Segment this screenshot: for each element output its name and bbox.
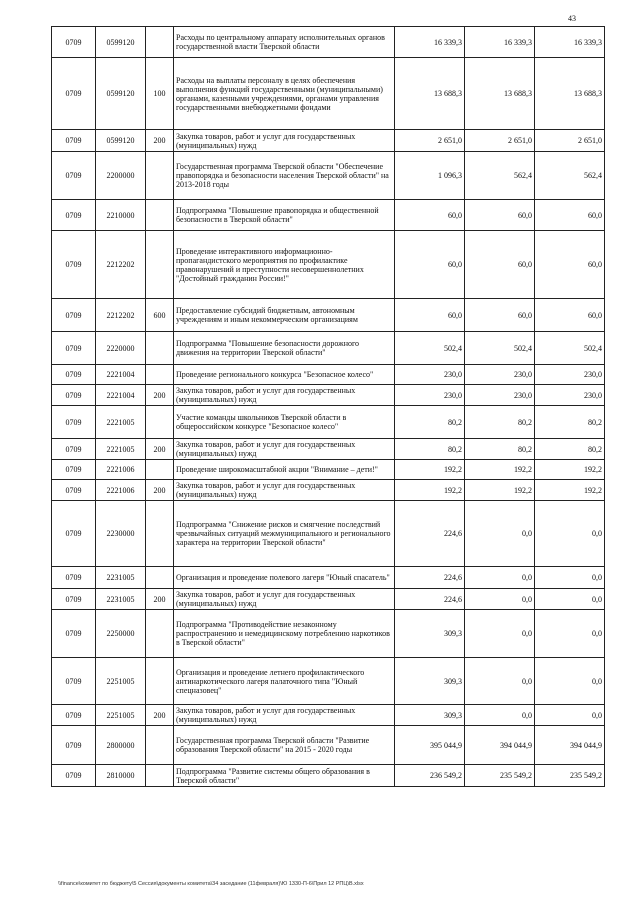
amount-cell-3: 0,0 <box>535 658 605 705</box>
section-cell: 0709 <box>52 658 96 705</box>
section-cell: 0709 <box>52 231 96 299</box>
amount-cell-3: 0,0 <box>535 589 605 610</box>
table-row <box>52 58 605 130</box>
section-cell: 0709 <box>52 200 96 231</box>
description-cell: Организация и проведение полевого лагеря "Юный спасатель" <box>174 567 395 589</box>
description-cell: Закупка товаров, работ и услуг для государственных (муниципальных) нужд <box>174 589 395 610</box>
expense-type-cell: 200 <box>146 130 174 152</box>
amount-cell-2: 0,0 <box>465 705 535 726</box>
amount-cell-3: 80,2 <box>535 439 605 460</box>
amount-cell-3: 60,0 <box>535 299 605 332</box>
table-row <box>52 365 605 385</box>
expense-type-cell <box>146 567 174 589</box>
amount-cell-1: 224,6 <box>395 501 465 567</box>
article-cell: 2231005 <box>96 589 146 610</box>
budget-table <box>51 26 605 787</box>
section-cell: 0709 <box>52 365 96 385</box>
description-cell: Подпрограмма "Развитие системы общего образования в Тверской области" <box>174 765 395 787</box>
table-row <box>52 567 605 589</box>
section-cell: 0709 <box>52 567 96 589</box>
amount-cell-2: 562,4 <box>465 152 535 200</box>
expense-type-cell <box>146 765 174 787</box>
amount-cell-2: 80,2 <box>465 439 535 460</box>
section-cell: 0709 <box>52 610 96 658</box>
table-row <box>52 480 605 501</box>
amount-cell-2: 0,0 <box>465 610 535 658</box>
section-cell: 0709 <box>52 406 96 439</box>
table-row <box>52 765 605 787</box>
amount-cell-1: 60,0 <box>395 200 465 231</box>
amount-cell-1: 80,2 <box>395 406 465 439</box>
amount-cell-1: 224,6 <box>395 567 465 589</box>
table-row <box>52 152 605 200</box>
article-cell: 2810000 <box>96 765 146 787</box>
amount-cell-2: 230,0 <box>465 365 535 385</box>
section-cell: 0709 <box>52 726 96 765</box>
article-cell: 2212202 <box>96 299 146 332</box>
table-row <box>52 501 605 567</box>
expense-type-cell: 600 <box>146 299 174 332</box>
description-cell: Закупка товаров, работ и услуг для государственных (муниципальных) нужд <box>174 439 395 460</box>
expense-type-cell <box>146 406 174 439</box>
amount-cell-2: 80,2 <box>465 406 535 439</box>
expense-type-cell <box>146 332 174 365</box>
expense-type-cell: 100 <box>146 58 174 130</box>
section-cell: 0709 <box>52 460 96 480</box>
amount-cell-3: 2 651,0 <box>535 130 605 152</box>
file-path-footer: \\finance\комитет по бюджету\5 Сессия\документы комитета\34 заседание (11февраля)\Ю 1330-П-6\Прил 12 РПЦ\В.xlsx <box>58 881 364 887</box>
table-row <box>52 332 605 365</box>
amount-cell-1: 236 549,2 <box>395 765 465 787</box>
expense-type-cell: 200 <box>146 589 174 610</box>
article-cell: 2230000 <box>96 501 146 567</box>
article-cell: 0599120 <box>96 130 146 152</box>
article-cell: 2221006 <box>96 480 146 501</box>
amount-cell-3: 394 044,9 <box>535 726 605 765</box>
article-cell: 2220000 <box>96 332 146 365</box>
amount-cell-2: 60,0 <box>465 299 535 332</box>
amount-cell-3: 80,2 <box>535 406 605 439</box>
section-cell: 0709 <box>52 765 96 787</box>
amount-cell-2: 13 688,3 <box>465 58 535 130</box>
description-cell: Организация и проведение летнего профилактического антинаркотического лагеря палаточного типа "Юный спецназовец" <box>174 658 395 705</box>
table-row <box>52 231 605 299</box>
amount-cell-3: 502,4 <box>535 332 605 365</box>
table-row <box>52 385 605 406</box>
description-cell: Закупка товаров, работ и услуг для государственных (муниципальных) нужд <box>174 480 395 501</box>
amount-cell-3: 235 549,2 <box>535 765 605 787</box>
article-cell: 2250000 <box>96 610 146 658</box>
expense-type-cell: 200 <box>146 705 174 726</box>
table-row <box>52 705 605 726</box>
amount-cell-1: 80,2 <box>395 439 465 460</box>
expense-type-cell <box>146 610 174 658</box>
article-cell: 2221005 <box>96 406 146 439</box>
amount-cell-1: 60,0 <box>395 231 465 299</box>
amount-cell-3: 192,2 <box>535 460 605 480</box>
description-cell: Предоставление субсидий бюджетным, автономным учреждениям и иным некоммерческим организациям <box>174 299 395 332</box>
section-cell: 0709 <box>52 27 96 58</box>
section-cell: 0709 <box>52 439 96 460</box>
article-cell: 2221005 <box>96 439 146 460</box>
table-row <box>52 406 605 439</box>
amount-cell-2: 235 549,2 <box>465 765 535 787</box>
expense-type-cell <box>146 365 174 385</box>
section-cell: 0709 <box>52 705 96 726</box>
section-cell: 0709 <box>52 501 96 567</box>
amount-cell-1: 230,0 <box>395 365 465 385</box>
section-cell: 0709 <box>52 480 96 501</box>
table-row <box>52 658 605 705</box>
description-cell: Подпрограмма "Повышение безопасности дорожного движения на территории Тверской области" <box>174 332 395 365</box>
amount-cell-1: 60,0 <box>395 299 465 332</box>
amount-cell-2: 394 044,9 <box>465 726 535 765</box>
amount-cell-1: 309,3 <box>395 610 465 658</box>
article-cell: 2221006 <box>96 460 146 480</box>
expense-type-cell <box>146 726 174 765</box>
amount-cell-2: 0,0 <box>465 501 535 567</box>
amount-cell-2: 0,0 <box>465 567 535 589</box>
page-number: 43 <box>568 14 576 23</box>
amount-cell-1: 309,3 <box>395 705 465 726</box>
expense-type-cell: 200 <box>146 480 174 501</box>
expense-type-cell <box>146 27 174 58</box>
amount-cell-2: 502,4 <box>465 332 535 365</box>
article-cell: 2231005 <box>96 567 146 589</box>
article-cell: 2210000 <box>96 200 146 231</box>
expense-type-cell <box>146 460 174 480</box>
table-row <box>52 439 605 460</box>
table-row <box>52 200 605 231</box>
article-cell: 2221004 <box>96 385 146 406</box>
amount-cell-1: 395 044,9 <box>395 726 465 765</box>
amount-cell-2: 0,0 <box>465 589 535 610</box>
section-cell: 0709 <box>52 589 96 610</box>
amount-cell-3: 60,0 <box>535 200 605 231</box>
description-cell: Государственная программа Тверской области "Развитие образования Тверской области" на 2015 - 2020 годы <box>174 726 395 765</box>
description-cell: Проведение регионального конкурса "Безопасное колесо" <box>174 365 395 385</box>
table-row <box>52 130 605 152</box>
amount-cell-3: 0,0 <box>535 567 605 589</box>
table-row <box>52 610 605 658</box>
description-cell: Подпрограмма "Снижение рисков и смягчение последствий чрезвычайных ситуаций межмуниципального и регионального характера на территории Тверской области" <box>174 501 395 567</box>
expense-type-cell: 200 <box>146 385 174 406</box>
amount-cell-3: 13 688,3 <box>535 58 605 130</box>
article-cell: 2800000 <box>96 726 146 765</box>
article-cell: 2251005 <box>96 658 146 705</box>
description-cell: Закупка товаров, работ и услуг для государственных (муниципальных) нужд <box>174 130 395 152</box>
amount-cell-3: 60,0 <box>535 231 605 299</box>
section-cell: 0709 <box>52 299 96 332</box>
description-cell: Государственная программа Тверской области "Обеспечение правопорядка и безопасности населения Тверской области" на 2013-2018 годы <box>174 152 395 200</box>
description-cell: Проведение интерактивного информационно-пропагандистского мероприятия по профилактике правонарушений и преступности несовершеннолетних "Достойный гражданин России!" <box>174 231 395 299</box>
amount-cell-1: 192,2 <box>395 460 465 480</box>
table-row <box>52 27 605 58</box>
expense-type-cell <box>146 152 174 200</box>
table-row <box>52 299 605 332</box>
article-cell: 2200000 <box>96 152 146 200</box>
amount-cell-2: 230,0 <box>465 385 535 406</box>
description-cell: Закупка товаров, работ и услуг для государственных (муниципальных) нужд <box>174 705 395 726</box>
article-cell: 2221004 <box>96 365 146 385</box>
article-cell: 2251005 <box>96 705 146 726</box>
section-cell: 0709 <box>52 130 96 152</box>
amount-cell-3: 562,4 <box>535 152 605 200</box>
amount-cell-2: 2 651,0 <box>465 130 535 152</box>
amount-cell-1: 16 339,3 <box>395 27 465 58</box>
description-cell: Расходы на выплаты персоналу в целях обеспечения выполнения функций государственными (муниципальными) органами, казенными учреждениями, органами управления государственными внебюджетными фондами <box>174 58 395 130</box>
table-row <box>52 460 605 480</box>
amount-cell-1: 1 096,3 <box>395 152 465 200</box>
description-cell: Проведение широкомасштабной акции "Внимание – дети!" <box>174 460 395 480</box>
table-row <box>52 589 605 610</box>
description-cell: Подпрограмма "Противодействие незаконному распространению и немедицинскому потреблению наркотиков в Тверской области" <box>174 610 395 658</box>
amount-cell-1: 502,4 <box>395 332 465 365</box>
expense-type-cell <box>146 658 174 705</box>
expense-type-cell: 200 <box>146 439 174 460</box>
amount-cell-1: 13 688,3 <box>395 58 465 130</box>
amount-cell-3: 0,0 <box>535 501 605 567</box>
amount-cell-2: 16 339,3 <box>465 27 535 58</box>
amount-cell-2: 60,0 <box>465 200 535 231</box>
amount-cell-1: 224,6 <box>395 589 465 610</box>
description-cell: Расходы по центральному аппарату исполнительных органов государственной власти Тверской области <box>174 27 395 58</box>
section-cell: 0709 <box>52 152 96 200</box>
table-row <box>52 726 605 765</box>
amount-cell-2: 192,2 <box>465 460 535 480</box>
amount-cell-3: 0,0 <box>535 610 605 658</box>
amount-cell-1: 192,2 <box>395 480 465 501</box>
description-cell: Подпрограмма "Повышение правопорядка и общественной безопасности в Тверской области" <box>174 200 395 231</box>
section-cell: 0709 <box>52 332 96 365</box>
expense-type-cell <box>146 501 174 567</box>
amount-cell-3: 0,0 <box>535 705 605 726</box>
amount-cell-2: 0,0 <box>465 658 535 705</box>
expense-type-cell <box>146 200 174 231</box>
amount-cell-3: 192,2 <box>535 480 605 501</box>
article-cell: 2212202 <box>96 231 146 299</box>
description-cell: Участие команды школьников Тверской области в общероссийском конкурсе "Безопасное колесо" <box>174 406 395 439</box>
amount-cell-3: 230,0 <box>535 365 605 385</box>
description-cell: Закупка товаров, работ и услуг для государственных (муниципальных) нужд <box>174 385 395 406</box>
section-cell: 0709 <box>52 58 96 130</box>
amount-cell-1: 2 651,0 <box>395 130 465 152</box>
amount-cell-2: 192,2 <box>465 480 535 501</box>
article-cell: 0599120 <box>96 27 146 58</box>
amount-cell-2: 60,0 <box>465 231 535 299</box>
amount-cell-1: 230,0 <box>395 385 465 406</box>
article-cell: 0599120 <box>96 58 146 130</box>
amount-cell-3: 16 339,3 <box>535 27 605 58</box>
section-cell: 0709 <box>52 385 96 406</box>
expense-type-cell <box>146 231 174 299</box>
amount-cell-3: 230,0 <box>535 385 605 406</box>
amount-cell-1: 309,3 <box>395 658 465 705</box>
